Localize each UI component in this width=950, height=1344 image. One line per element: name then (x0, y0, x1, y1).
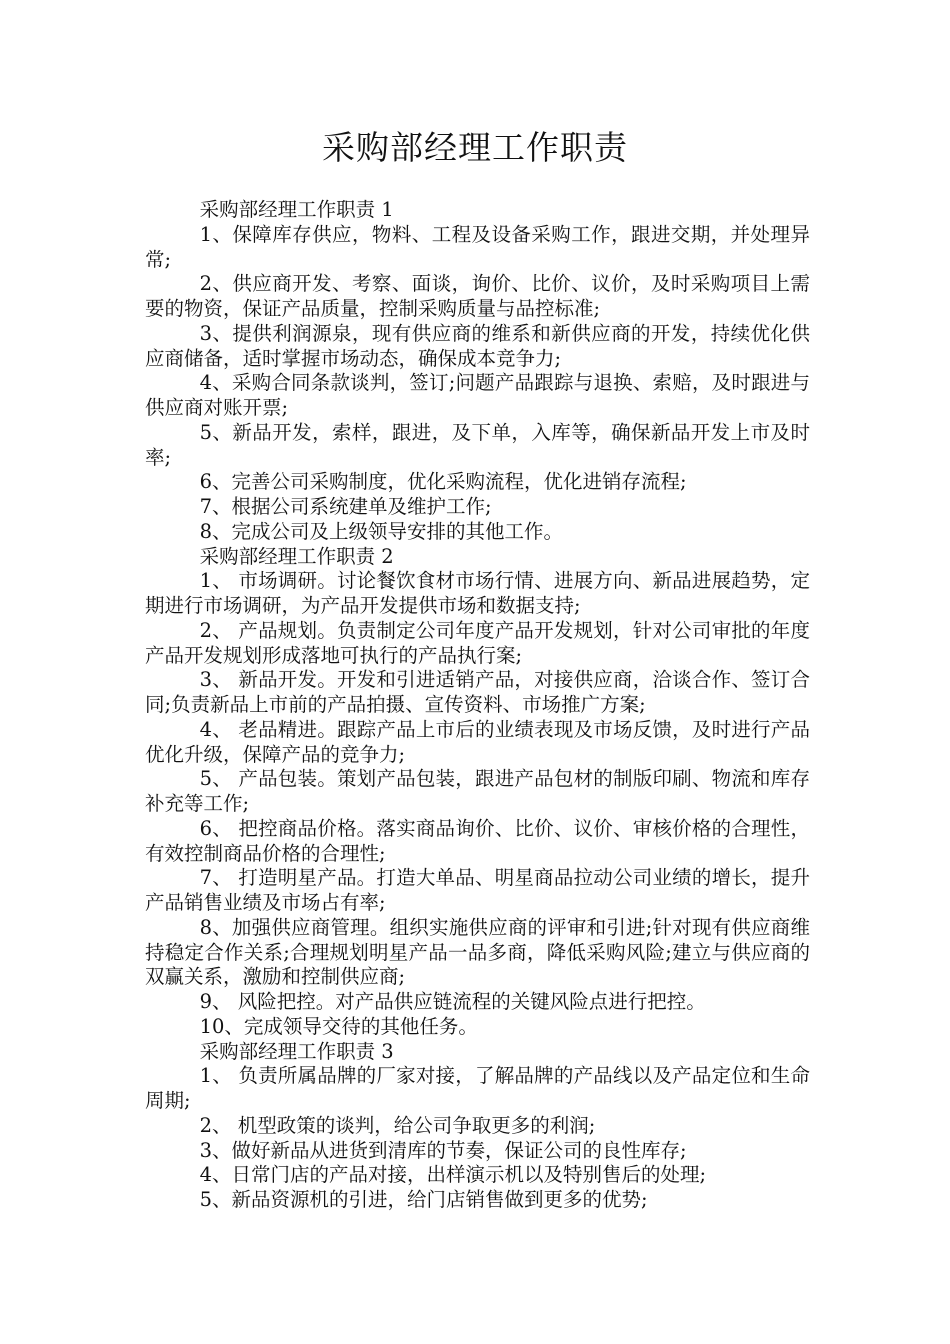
paragraph: 6、 把控商品价格。落实商品询价、比价、议价、审核价格的合理性，有效控制商品价格的合理性; (145, 816, 810, 865)
paragraph: 7、根据公司系统建单及维护工作; (199, 495, 492, 518)
paragraph: 1、 负责所属品牌的厂家对接，了解品牌的产品线以及产品定位和生命周期; (145, 1064, 810, 1112)
section-heading-3: 采购部经理工作职责 3 (199, 1039, 394, 1063)
paragraph: 5、 产品包装。策划产品包装，跟进产品包材的制版印刷、物流和库存补充等工作; (145, 767, 810, 815)
paragraph: 4、日常门店的产品对接，出样演示机以及特别售后的处理; (199, 1163, 707, 1187)
paragraph: 9、 风险把控。对产品供应链流程的关键风险点进行把控。 (199, 990, 706, 1013)
paragraph: 6、完善公司采购制度，优化采购流程，优化进销存流程; (199, 470, 687, 494)
paragraph: 5、新品开发，索样，跟进，及下单，入库等，确保新品开发上市及时率; (145, 420, 810, 469)
section-heading-1: 采购部经理工作职责 1 (199, 198, 394, 221)
paragraph: 2、供应商开发、考察、面谈，询价、比价、议价，及时采购项目上需要的物资，保证产品质量，控制采购质量与品控标准; (145, 272, 810, 320)
paragraph: 3、提供利润源泉，现有供应商的维系和新供应商的开发，持续优化供应商储备，适时掌握市场动态，确保成本竞争力; (145, 321, 810, 370)
paragraph: 1、保障库存供应，物料、工程及设备采购工作，跟进交期，并处理异常; (145, 222, 810, 271)
paragraph: 4、采购合同条款谈判，签订;问题产品跟踪与退换、索赔，及时跟进与供应商对账开票; (145, 371, 810, 419)
document-body (145, 198, 810, 1213)
paragraph: 1、 市场调研。讨论餐饮食材市场行情、进展方向、新品进展趋势，定期进行市场调研，为产品开发提供市场和数据支持; (145, 569, 810, 617)
paragraph: 7、 打造明星产品。打造大单品、明星商品拉动公司业绩的增长，提升产品销售业绩及市场占有率; (145, 866, 810, 914)
paragraph: 3、做好新品从进货到清库的节奏，保证公司的良性库存; (199, 1138, 687, 1162)
section-heading-2: 采购部经理工作职责 2 (199, 544, 394, 568)
paragraph: 3、 新品开发。开发和引进适销产品，对接供应商，洽谈合作、签订合同;负责新品上市前的产品拍摄、宣传资料、市场推广方案; (145, 668, 810, 716)
document-title: 采购部经理工作职责 (322, 128, 628, 167)
paragraph: 8、加强供应商管理。组织实施供应商的评审和引进;针对现有供应商维持稳定合作关系;合理规划明星产品一品多商，降低采购风险;建立与供应商的双赢关系，激励和控制供应商; (145, 915, 810, 989)
paragraph: 10、完成领导交待的其他任务。 (199, 1014, 478, 1038)
paragraph: 4、 老品精进。跟踪产品上市后的业绩表现及市场反馈，及时进行产品优化升级，保障产品的竞争力; (145, 717, 810, 766)
paragraph: 5、新品资源机的引进，给门店销售做到更多的优势; (199, 1188, 648, 1211)
paragraph: 2、 产品规划。负责制定公司年度产品开发规划，针对公司审批的年度产品开发规划形成落地可执行的产品执行案; (145, 618, 810, 667)
paragraph: 8、完成公司及上级领导安排的其他工作。 (199, 519, 564, 543)
paragraph: 2、 机型政策的谈判，给公司争取更多的利润; (199, 1113, 596, 1137)
